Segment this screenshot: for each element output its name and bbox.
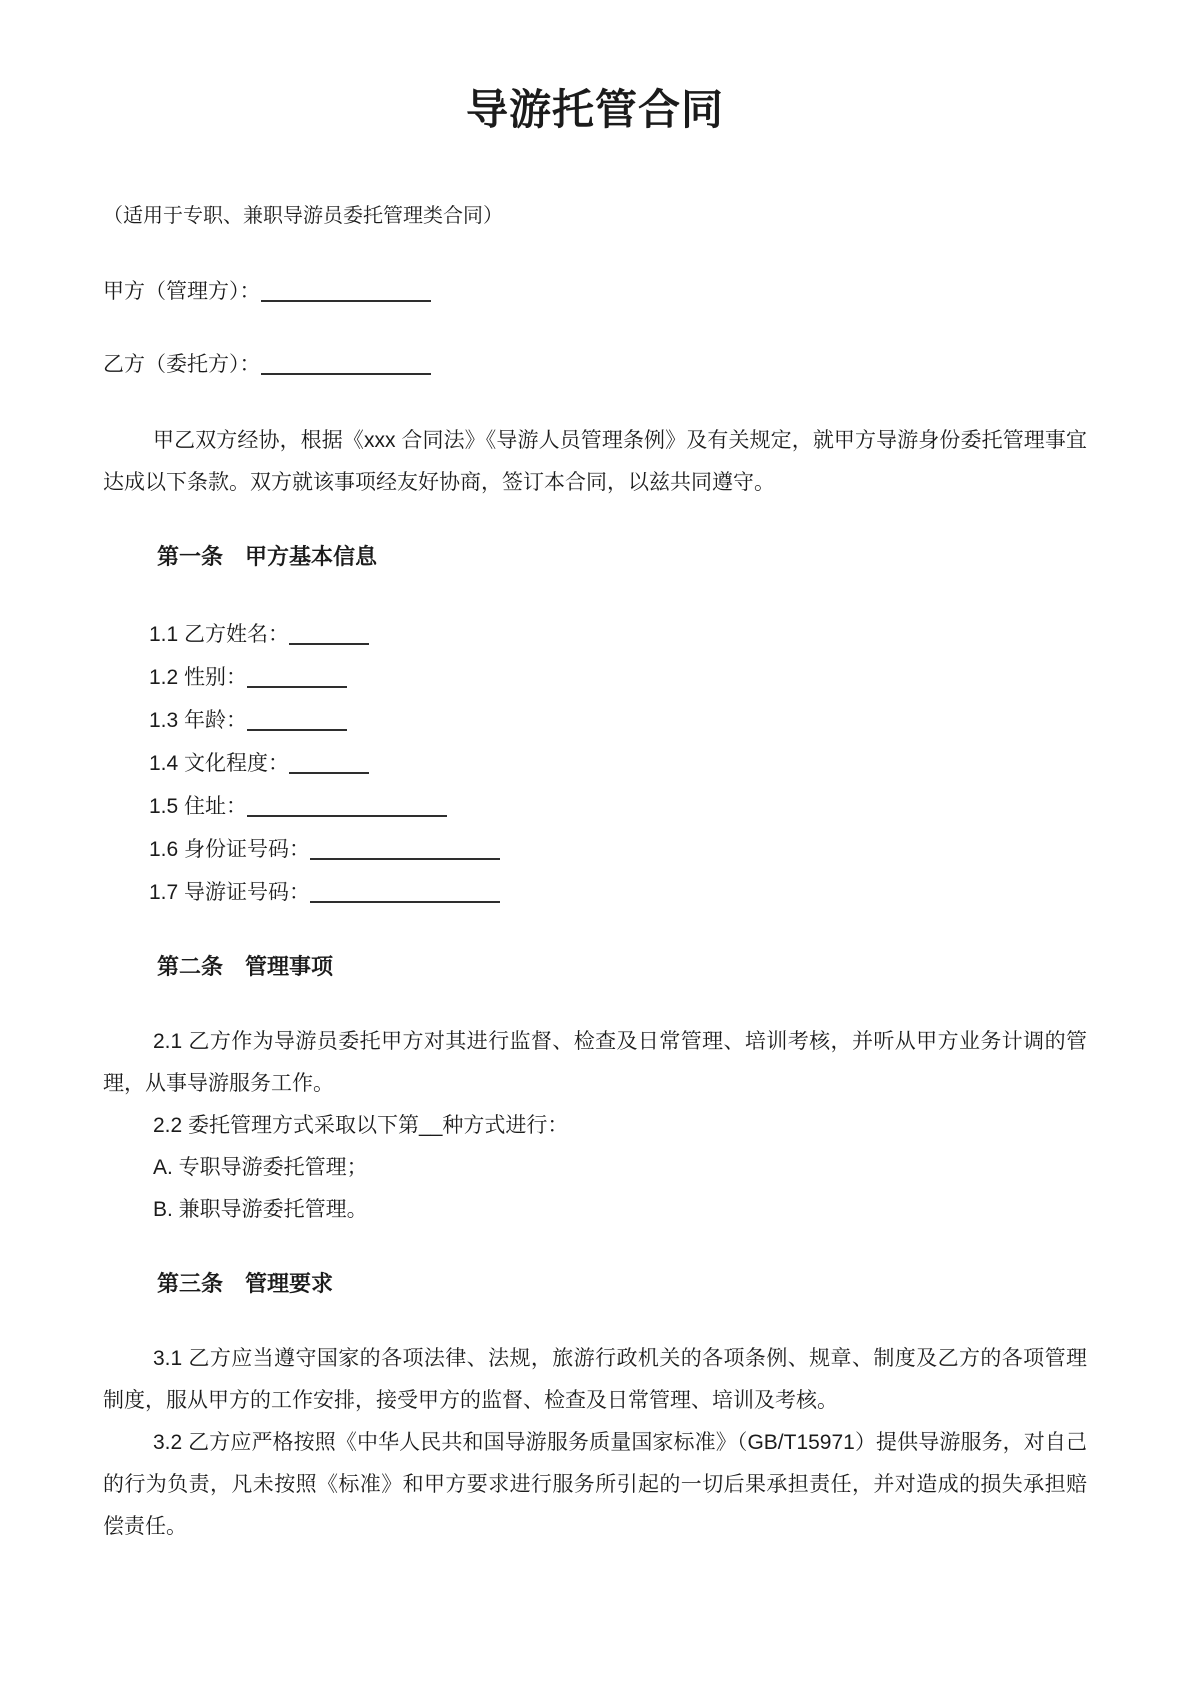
document-title: 导游托管合同 <box>465 86 724 133</box>
item-blank-field[interactable] <box>310 842 500 860</box>
form-item-education <box>103 742 1087 785</box>
item-blank-field[interactable] <box>247 670 347 688</box>
item-blank-field[interactable] <box>289 756 369 774</box>
party-b-line <box>103 344 1087 386</box>
item-blank-field[interactable] <box>247 799 447 817</box>
clause-2-2: 2.2 委托管理方式采取以下第__种方式进行： <box>153 1114 569 1137</box>
item-label: 1.6 身份证号码： <box>149 838 311 861</box>
item-label: 1.7 导游证号码： <box>149 881 311 904</box>
item-label: 1.3 年龄： <box>149 709 248 732</box>
clause-2-1: 2.1 乙方作为导游员委托甲方对其进行监督、检查及日常管理、培训考核，并听从甲方业务计调的管理，从事导游服务工作。 <box>103 1030 1087 1095</box>
item-blank-field[interactable] <box>247 713 347 731</box>
party-a-blank-field[interactable] <box>261 284 431 302</box>
clause-3-2: 3.2 乙方应严格按照《中华人民共和国导游服务质量国家标准》（GB/T15971）提供导游服务，对自己的行为负责，凡未按照《标准》和甲方要求进行服务所引起的一切后果承担责任，并对造成的损失承担赔偿责任。 <box>103 1431 1087 1538</box>
document-subtitle: （适用于专职、兼职导游员委托管理类合同） <box>103 205 503 227</box>
party-a-line <box>103 271 1087 313</box>
item-label: 1.4 文化程度： <box>149 752 290 775</box>
item-label: 1.2 性别： <box>149 666 248 689</box>
clause-3-1: 3.1 乙方应当遵守国家的各项法律、法规，旅游行政机关的各项条例、规章、制度及乙方的各项管理制度，服从甲方的工作安排，接受甲方的监督、检查及日常管理、培训及考核。 <box>103 1347 1087 1412</box>
section-1-heading: 第一条 甲方基本信息 <box>157 544 378 569</box>
item-label: 1.1 乙方姓名： <box>149 623 290 646</box>
form-item-address <box>103 785 1087 828</box>
party-b-label: 乙方（委托方）： <box>103 353 261 376</box>
option-a: A. 专职导游委托管理； <box>153 1156 368 1179</box>
form-item-name <box>103 613 1087 656</box>
form-item-id-number <box>103 828 1087 871</box>
item-blank-field[interactable] <box>289 627 369 645</box>
section-3-heading: 第三条 管理要求 <box>157 1271 334 1296</box>
section-1-items <box>103 613 1087 914</box>
party-a-label: 甲方（管理方）： <box>103 280 261 303</box>
form-item-age <box>103 699 1087 742</box>
party-b-blank-field[interactable] <box>261 357 431 375</box>
section-2-heading: 第二条 管理事项 <box>157 954 334 979</box>
item-label: 1.5 住址： <box>149 795 248 818</box>
option-b: B. 兼职导游委托管理。 <box>153 1198 368 1221</box>
form-item-gender <box>103 656 1087 699</box>
item-blank-field[interactable] <box>310 885 500 903</box>
intro-paragraph: 甲乙双方经协，根据《xxx 合同法》《导游人员管理条例》及有关规定，就甲方导游身份委托管理事宜达成以下条款。双方就该事项经友好协商，签订本合同，以兹共同遵守。 <box>103 429 1087 494</box>
form-item-guide-cert-number <box>103 871 1087 914</box>
